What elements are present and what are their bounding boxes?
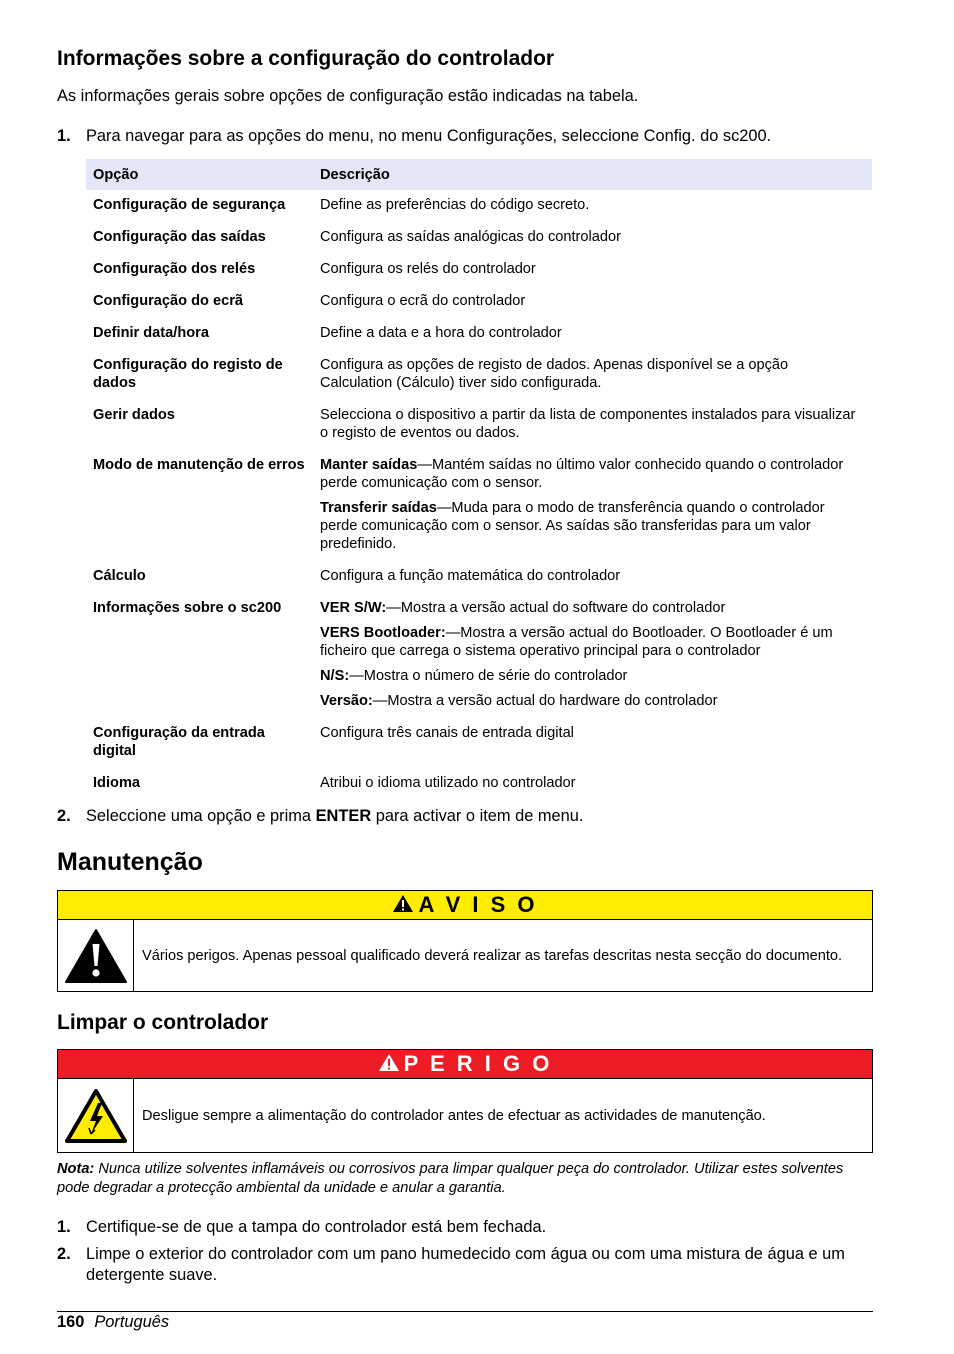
header-description: Descrição [313, 159, 872, 190]
description-paragraph [320, 624, 864, 660]
danger-box [57, 1049, 873, 1153]
danger-row [58, 1079, 872, 1152]
section-title-config: Informações sobre a configuração do controlador [57, 47, 555, 70]
config-intro: As informações gerais sobre opções de configuração estão indicadas na tabela. [57, 87, 639, 105]
description-term: VERS Bootloader: [320, 625, 446, 641]
table-header-row [86, 159, 872, 190]
step-number: 2. [57, 807, 71, 825]
page-number: 160 [57, 1313, 85, 1331]
description-paragraph [320, 567, 864, 585]
option-description [313, 254, 872, 286]
description-term: VER S/W: [320, 600, 387, 616]
description-text: —Mostra a versão actual do Bootloader. O Bootloader é um ficheiro que carrega o sistema operativo principal para o controlador [320, 625, 833, 659]
option-name: Modo de manutenção de erros [93, 457, 305, 473]
table-row [86, 286, 872, 318]
option-name: Cálculo [93, 568, 146, 584]
note [57, 1160, 873, 1198]
page-footer [57, 1312, 169, 1332]
description-term: N/S: [320, 668, 350, 684]
danger-band [58, 1050, 872, 1079]
electrical-hazard-icon [58, 1079, 134, 1152]
note-label: Nota: [57, 1161, 95, 1177]
description-text: Configura os relés do controlador [320, 261, 536, 277]
step-text-post: para activar o item de menu. [371, 807, 584, 825]
description-paragraph [320, 724, 864, 742]
description-text: Define a data e a hora do controlador [320, 325, 562, 341]
option-description [313, 768, 872, 800]
description-text: Configura as opções de registo de dados. Apenas disponível se a opção Calculation (Cálculo) tiver sido configurada. [320, 357, 789, 391]
description-paragraph [320, 292, 864, 310]
exclamation-warning-icon [58, 920, 134, 991]
description-text: —Mantém saídas no último valor conhecido quando o controlador perde comunicação com o sensor. [320, 457, 844, 491]
description-term: Transferir saídas [320, 500, 437, 516]
step-number: 2. [57, 1245, 71, 1263]
table-row [86, 350, 872, 400]
option-name: Gerir dados [93, 407, 175, 423]
description-text: Configura o ecrã do controlador [320, 293, 526, 309]
option-description [313, 450, 872, 561]
option-description [313, 222, 872, 254]
danger-label: P E R I G O [403, 1051, 553, 1076]
option-description [313, 400, 872, 450]
step-number: 1. [57, 127, 71, 145]
option-description [313, 286, 872, 318]
table-row [86, 561, 872, 593]
step-text-pre: Seleccione uma opção e prima [86, 807, 316, 825]
option-description [313, 318, 872, 350]
option-name: Informações sobre o sc200 [93, 600, 282, 616]
option-name: Configuração do ecrã [93, 293, 244, 309]
note-text: Nunca utilize solventes inflamáveis ou corrosivos para limpar qualquer peça do controlador. Utilizar estes solventes pode degradar a protecção ambiental da unidade e anular a garantia. [57, 1161, 844, 1196]
option-name: Configuração da entrada digital [93, 725, 265, 759]
description-paragraph [320, 196, 864, 214]
description-paragraph [320, 356, 864, 392]
table-row [86, 718, 872, 768]
description-text: Configura as saídas analógicas do controlador [320, 229, 621, 245]
step-text [86, 806, 873, 827]
step-text: Limpe o exterior do controlador com um pano humedecido com água ou com uma mistura de água e um detergente suave. [86, 1245, 845, 1284]
description-text: Configura três canais de entrada digital [320, 725, 574, 741]
step-text: Para navegar para as opções do menu, no menu Configurações, seleccione Config. do sc200. [86, 127, 772, 145]
warning-label: A V I S O [418, 892, 538, 917]
description-term: Manter saídas [320, 457, 418, 473]
step-key-enter: ENTER [315, 807, 372, 825]
description-text: —Mostra o número de série do controlador [349, 668, 628, 684]
option-name: Configuração de segurança [93, 197, 286, 213]
warning-triangle-icon [392, 894, 414, 913]
table-row [86, 318, 872, 350]
description-text: —Mostra a versão actual do hardware do controlador [372, 693, 718, 709]
options-table [86, 159, 872, 800]
table-row [86, 254, 872, 286]
section-title-clean: Limpar o controlador [57, 1011, 269, 1034]
footer-language: Português [94, 1313, 170, 1331]
warning-row [58, 920, 872, 991]
description-text: Define as preferências do código secreto. [320, 197, 590, 213]
table-row [86, 222, 872, 254]
description-paragraph [320, 324, 864, 342]
description-text: —Muda para o modo de transferência quando o controlador perde comunicação com o sensor. As saídas são transferidas para um valor predefinido. [320, 500, 825, 552]
description-paragraph [320, 499, 864, 553]
description-text: Atribui o idioma utilizado no controlador [320, 775, 576, 791]
description-text: —Mostra a versão actual do software do controlador [386, 600, 726, 616]
header-option: Opção [86, 159, 313, 190]
description-paragraph [320, 667, 864, 685]
option-name: Definir data/hora [93, 325, 209, 341]
danger-text: Desligue sempre a alimentação do controlador antes de efectuar as actividades de manutenção. [142, 1107, 766, 1124]
option-name: Configuração das saídas [93, 229, 266, 245]
option-description [313, 718, 872, 768]
description-paragraph [320, 228, 864, 246]
option-description [313, 190, 872, 222]
warning-text: Vários perigos. Apenas pessoal qualificado deverá realizar as tarefas descritas nesta secção do documento. [142, 947, 843, 964]
step-text: Certifique-se de que a tampa do controlador está bem fechada. [86, 1218, 547, 1236]
description-paragraph [320, 692, 864, 710]
description-paragraph [320, 774, 864, 792]
table-row [86, 190, 872, 222]
option-description [313, 561, 872, 593]
description-term: Versão: [320, 693, 373, 709]
option-description [313, 593, 872, 718]
section-title-maintenance: Manutenção [57, 848, 203, 876]
description-paragraph [320, 260, 864, 278]
step-number: 1. [57, 1218, 71, 1236]
option-name: Configuração do registo de dados [93, 357, 283, 391]
warning-box [57, 890, 873, 992]
description-paragraph [320, 456, 864, 492]
option-name: Idioma [93, 775, 141, 791]
description-text: Selecciona o dispositivo a partir da lista de componentes instalados para visualizar o registo de eventos ou dados. [320, 407, 856, 441]
table-row [86, 450, 872, 561]
table-row [86, 400, 872, 450]
warning-band [58, 891, 872, 920]
table-row [86, 593, 872, 718]
description-paragraph [320, 406, 864, 442]
danger-triangle-icon [378, 1053, 400, 1072]
footer-divider [57, 1311, 873, 1312]
option-description [313, 350, 872, 400]
description-paragraph [320, 599, 864, 617]
table-row [86, 768, 872, 800]
description-text: Configura a função matemática do controlador [320, 568, 621, 584]
option-name: Configuração dos relés [93, 261, 256, 277]
